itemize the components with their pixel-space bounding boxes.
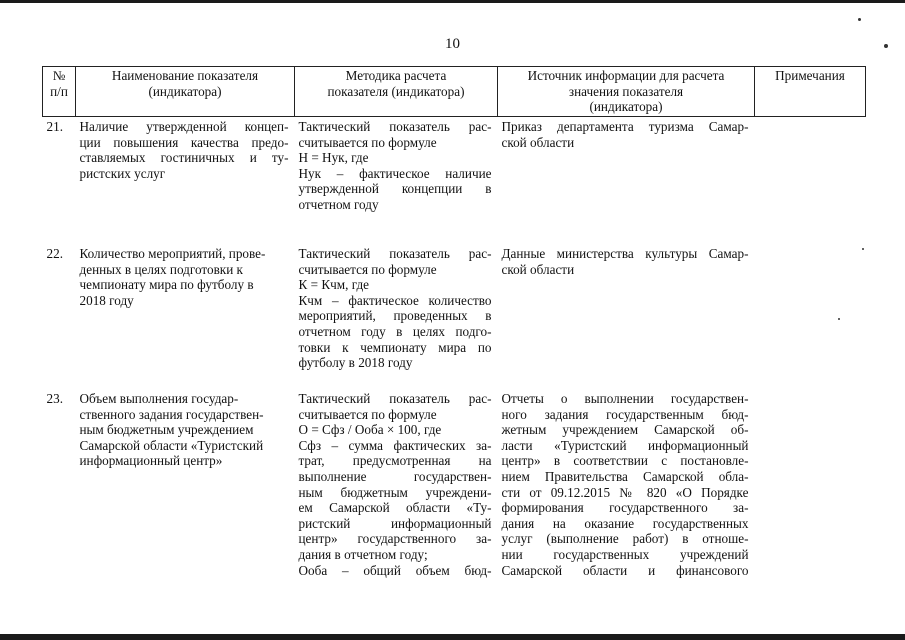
- indicator-name-cell: Количество мероприятий, прове- денных в целях подготовки к чемпионату мира по футболу в 2018 году: [79, 246, 266, 308]
- calculation-method-cell: Тактический показатель рас- считывается по формуле О = Сфз / Ооба × 100, где Сфз – сумма фактических за- трат, предусмотренная на выполнение государствен- ным бюджетным учреждени- ем Самарской области «Ту- ристский информационный центр» государственного за- дания в отчетном году; Ооба – общий объем бюд-: [298, 391, 492, 578]
- scan-speck: [858, 18, 861, 21]
- information-source-cell: Отчеты о выполнении государствен- ного задания государственным бюд- жетным учреждением Самарской об- ласти «Туристский информационный центр» в соответствии с постановле- нием Правительства Самарской обла- сти от 09.12.2015 № 820 «О Порядке формирования государственного за- дания на оказание государственных услуг (выполнение работ) в отноше- нии государственных учреждений Самарской области и финансового: [501, 391, 749, 578]
- notes-cell: [755, 117, 866, 245]
- information-source-cell: Данные министерства культуры Самар- ской области: [501, 246, 749, 277]
- indicator-name-cell: Наличие утвержденной концеп- ции повышения качества предо- ставляемых гостиничных и ту- ристских услуг: [79, 119, 289, 181]
- row-number: 22.: [46, 246, 63, 261]
- header-calculation-method: Методика расчета показателя (индикатора): [295, 67, 498, 117]
- table-header-row: [43, 67, 866, 117]
- header-indicator-name: Наименование показателя (индикатора): [76, 67, 295, 117]
- indicators-table: [42, 66, 866, 591]
- scan-bottom-edge: [0, 634, 905, 640]
- table-row: [43, 244, 866, 389]
- notes-cell: [755, 389, 866, 591]
- notes-cell: [755, 244, 866, 389]
- table-row: [43, 389, 866, 591]
- information-source-cell: Приказ департамента туризма Самар- ской области: [501, 119, 749, 150]
- row-number: 23.: [46, 391, 63, 406]
- row-number: 21.: [46, 119, 63, 134]
- scan-top-edge: [0, 0, 905, 3]
- header-notes: Примечания: [755, 67, 866, 117]
- table-row: [43, 117, 866, 245]
- page-number: 10: [445, 36, 460, 52]
- header-information-source: Источник информации для расчета значения показателя (индикатора): [498, 67, 755, 117]
- indicator-name-cell: Объем выполнения государ- ственного задания государствен- ным бюджетным учреждением Самарской области «Туристский информационный центр»: [79, 391, 264, 469]
- calculation-method-cell: Тактический показатель рас- считывается по формуле Н = Нук, где Нук – фактическое наличие утвержденной концепции в отчетном году: [298, 119, 492, 212]
- calculation-method-cell: Тактический показатель рас- считывается по формуле К = Кчм, где Кчм – фактическое количество мероприятий, проведенных в отчетном году в целях подго- товки к чемпионату мира по футболу в 2018 году: [298, 246, 492, 371]
- header-number: № п/п: [43, 67, 76, 117]
